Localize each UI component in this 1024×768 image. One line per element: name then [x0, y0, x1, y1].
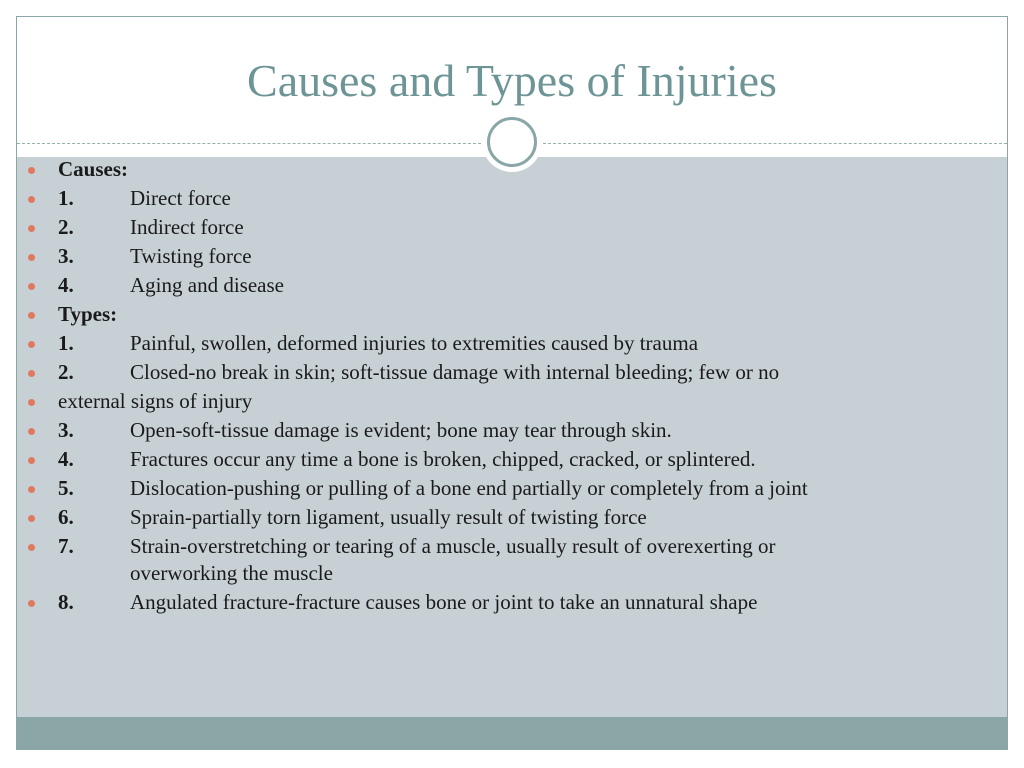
item-number: 7. — [58, 534, 74, 558]
list-item — [0, 535, 990, 558]
bullet-icon — [28, 428, 35, 435]
circle-ornament-icon — [487, 117, 537, 167]
list-item — [0, 274, 990, 297]
bullet-icon — [28, 196, 35, 203]
bullet-list — [0, 158, 990, 620]
item-text: Direct force — [130, 186, 231, 210]
item-text: Indirect force — [130, 215, 244, 239]
bullet-icon — [28, 341, 35, 348]
list-item — [0, 506, 990, 529]
list-item — [0, 303, 990, 326]
bullet-icon — [28, 515, 35, 522]
bullet-icon — [28, 457, 35, 464]
bullet-icon — [28, 225, 35, 232]
item-text: Strain-overstretching or tearing of a muscle, usually result of overexerting or — [130, 534, 776, 558]
list-item — [0, 477, 990, 500]
bullet-icon — [28, 370, 35, 377]
item-number: 1. — [58, 186, 74, 210]
item-text: Angulated fracture-fracture causes bone or joint to take an unnatural shape — [130, 590, 758, 614]
list-item-continuation — [0, 562, 990, 585]
item-text: Closed-no break in skin; soft-tissue damage with internal bleeding; few or no — [130, 360, 780, 384]
item-number: 1. — [58, 331, 74, 355]
item-text: Twisting force — [130, 244, 252, 268]
bullet-icon — [28, 167, 35, 174]
item-number: 2. — [58, 360, 74, 384]
item-text: Fractures occur any time a bone is broken, chipped, cracked, or splintered. — [130, 447, 756, 471]
item-number: 3. — [58, 244, 74, 268]
list-item — [0, 591, 990, 614]
list-item — [0, 361, 990, 384]
types-heading: Types: — [58, 302, 118, 326]
item-text: overworking the muscle — [130, 561, 333, 585]
bullet-icon — [28, 486, 35, 493]
list-item — [0, 390, 990, 413]
footer-bar — [17, 717, 1007, 749]
item-text: Sprain-partially torn ligament, usually result of twisting force — [130, 505, 647, 529]
item-number: 4. — [58, 273, 74, 297]
item-text: Aging and disease — [130, 273, 284, 297]
list-item — [0, 245, 990, 268]
item-number: 3. — [58, 418, 74, 442]
bullet-icon — [28, 254, 35, 261]
item-number: 6. — [58, 505, 74, 529]
bullet-icon — [28, 283, 35, 290]
list-item — [0, 332, 990, 355]
list-item — [0, 419, 990, 442]
slide-title: Causes and Types of Injuries — [247, 55, 777, 106]
bullet-icon — [28, 399, 35, 406]
item-text: Open-soft-tissue damage is evident; bone may tear through skin. — [130, 418, 672, 442]
list-item — [0, 187, 990, 210]
list-item — [0, 216, 990, 239]
item-text: Painful, swollen, deformed injuries to extremities caused by trauma — [130, 331, 699, 355]
item-text: Dislocation-pushing or pulling of a bone end partially or completely from a joint — [130, 476, 808, 500]
item-number: 2. — [58, 215, 74, 239]
bullet-icon — [28, 544, 35, 551]
causes-heading: Causes: — [58, 157, 129, 181]
item-number: 8. — [58, 590, 74, 614]
bullet-icon — [28, 312, 35, 319]
list-item — [0, 448, 990, 471]
item-text: external signs of injury — [58, 389, 253, 413]
item-number: 4. — [58, 447, 74, 471]
item-number: 5. — [58, 476, 74, 500]
bullet-icon — [28, 600, 35, 607]
